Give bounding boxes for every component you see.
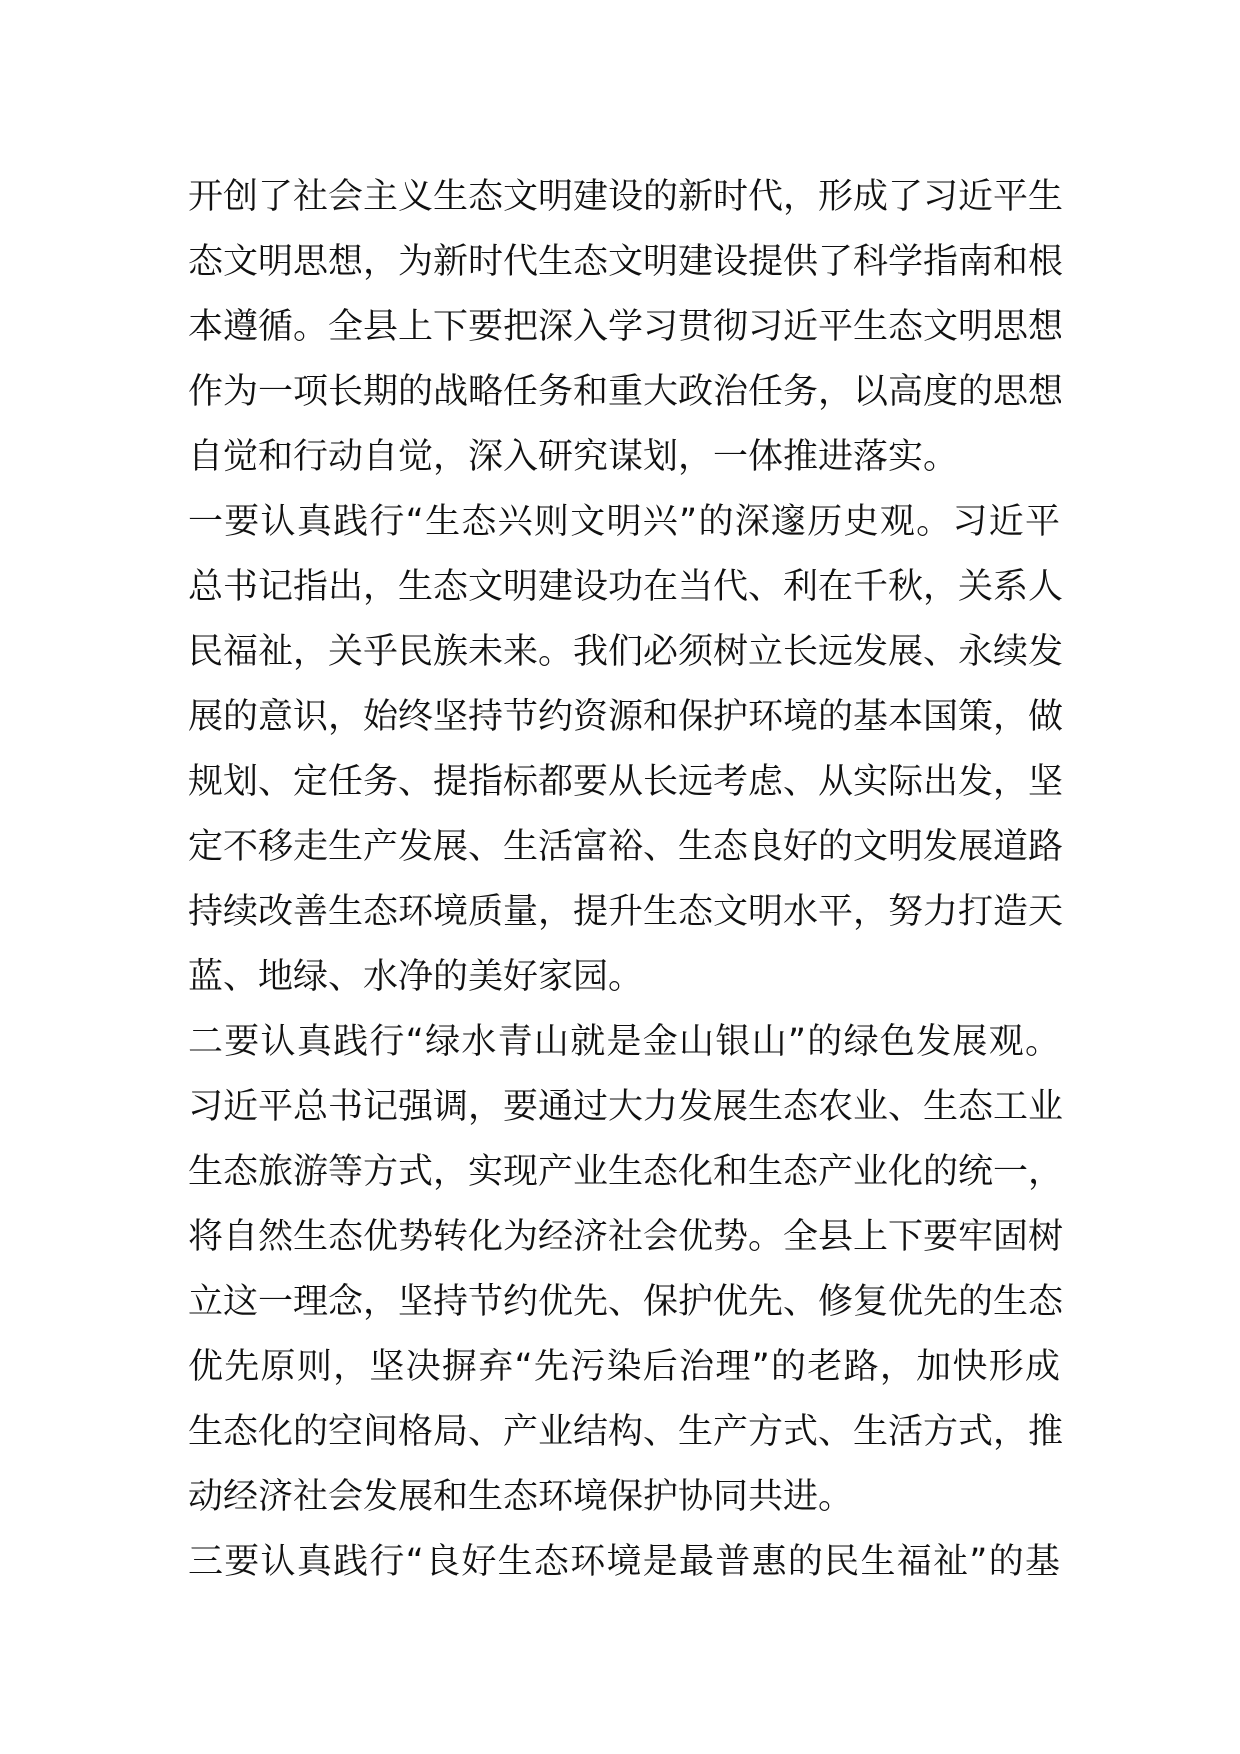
text-line: 自觉和行动自觉，深入研究谋划，一体推进落实。 bbox=[188, 437, 959, 477]
text-line: 动经济社会发展和生态环境保护协同共进。 bbox=[188, 1477, 854, 1517]
text-line: 将自然生态优势转化为经济社会优势。全县上下要牢固树 bbox=[188, 1217, 1064, 1257]
text-line: 民福祉，关乎民族未来。我们必须树立长远发展、永续发 bbox=[188, 632, 1064, 672]
text-line: 生态化的空间格局、产业结构、生产方式、生活方式，推 bbox=[188, 1412, 1064, 1452]
text-line: 二要认真践行“绿水青山就是金山银山”的绿色发展观。 bbox=[188, 1022, 1060, 1062]
text-line: 本遵循。全县上下要把深入学习贯彻习近平生态文明思想 bbox=[188, 307, 1064, 347]
text-line: 开创了社会主义生态文明建设的新时代，形成了习近平生 bbox=[188, 177, 1064, 217]
document-body bbox=[188, 165, 1064, 1595]
text-line: 立这一理念，坚持节约优先、保护优先、修复优先的生态 bbox=[188, 1282, 1064, 1322]
text-line: 定不移走生产发展、生活富裕、生态良好的文明发展道路 bbox=[188, 827, 1064, 867]
text-line: 持续改善生态环境质量，提升生态文明水平，努力打造天 bbox=[188, 892, 1064, 932]
text-line: 生态旅游等方式，实现产业生态化和生态产业化的统一， bbox=[188, 1152, 1064, 1192]
text-line: 规划、定任务、提指标都要从长远考虑、从实际出发，坚 bbox=[188, 762, 1064, 802]
text-line: 蓝、地绿、水净的美好家园。 bbox=[188, 957, 644, 997]
text-line: 态文明思想，为新时代生态文明建设提供了科学指南和根 bbox=[188, 242, 1064, 282]
text-line: 总书记指出，生态文明建设功在当代、利在千秋，关系人 bbox=[188, 567, 1064, 607]
text-line: 作为一项长期的战略任务和重大政治任务，以高度的思想 bbox=[188, 372, 1064, 412]
text-line: 一要认真践行“生态兴则文明兴”的深邃历史观。习近平 bbox=[188, 502, 1060, 542]
text-line: 三要认真践行“良好生态环境是最普惠的民生福祉”的基 bbox=[188, 1542, 1060, 1582]
text-line: 展的意识，始终坚持节约资源和保护环境的基本国策，做 bbox=[188, 697, 1064, 737]
text-line: 习近平总书记强调，要通过大力发展生态农业、生态工业 bbox=[188, 1087, 1064, 1127]
text-line: 优先原则，坚决摒弃“先污染后治理”的老路，加快形成 bbox=[188, 1347, 1060, 1387]
